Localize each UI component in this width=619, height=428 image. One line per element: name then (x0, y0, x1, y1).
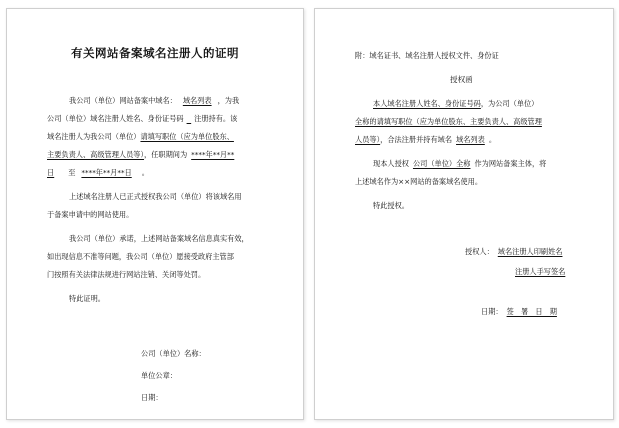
auth-paragraph-1-line-1: 本人域名注册人姓名、身份证号码，为公司（单位） (373, 99, 539, 108)
paragraph-1-line-5: 日 至 ****年**月**日 。 (47, 168, 149, 177)
closing-statement: 特此证明。 (69, 294, 105, 303)
document-page-right (314, 8, 614, 420)
authorizer-line-1: 授权人： 域名注册人印刷姓名 (465, 247, 566, 257)
authorization-title: 授权函 (450, 75, 473, 84)
auth-paragraph-1-line-2 (355, 117, 542, 127)
auth-closing-statement: 特此授权。 (373, 201, 409, 210)
certificate-title: 有关网站备案域名注册人的证明 (71, 46, 239, 60)
paragraph-1-line-4: 主要负责人、高级管理人员等），任职期间为 ****年**月** (47, 150, 238, 160)
paragraph-3-line-2: 如出现信息不准等问题，我公司（单位）愿接受政府主管部 (47, 252, 234, 261)
authorizer-printed-name-blank: 域名注册人印刷姓名 (497, 247, 563, 256)
paragraph-3-line-3: 门按照有关法律法规进行网站注销、关闭等处罚。 (47, 270, 206, 279)
registrant-name-blank: 本人域名注册人姓名、身份证号码 (373, 99, 481, 108)
auth-paragraph-2-line-1: 现本人授权 公司（单位）全称 作为网站备案主体，将 (373, 159, 547, 168)
position-blank: 请填写职位（应为单位股东、 (140, 132, 234, 141)
paragraph-3-line-1: 我公司（单位）承诺，上述网站备案域名信息真实有效， (69, 234, 249, 243)
document-page-left (6, 8, 304, 420)
paragraph-2-line-1: 上述域名注册人已正式授权我公司（单位）将该域名用 (69, 192, 242, 201)
term-start-blank: ****年**月** (191, 150, 235, 159)
company-position-blank: 全称的请填写职位（应为单位股东、主要负责人、高级管理 (355, 117, 542, 126)
auth-domain-list-blank: 域名列表 (456, 135, 485, 144)
paragraph-2-line-2: 于备案申请中的网站使用。 (47, 210, 134, 219)
authorizer-signature-blank: 注册人手写签名 (515, 267, 566, 276)
position-blank-cont: 主要负责人、高级管理人员等） (47, 150, 145, 159)
authorizer-line-2 (513, 267, 567, 277)
term-end-blank: ****年**月**日 (81, 168, 132, 177)
auth-paragraph-1-line-3: 人员等），合法注册并持有域名 域名列表 。 (355, 135, 497, 144)
paragraph-1-line-1: 我公司（单位）网站备案中域名： 域名列表 ，为我 (69, 96, 240, 105)
company-seal-label: 单位公章： (141, 371, 177, 380)
paragraph-1-line-2: 公司（单位）域名注册人姓名、身份证号码 注册持有。该 (47, 114, 238, 123)
company-fullname-blank: 公司（单位）全称 (412, 159, 471, 168)
date-label: 日期： (141, 393, 163, 402)
auth-date-line: 日期： 签 署 日 期 (481, 307, 561, 317)
domain-list-blank: 域名列表 (182, 96, 212, 105)
company-name-label: 公司（单位）名称： (141, 349, 206, 358)
paragraph-1-line-3: 域名注册人为我公司（单位）请填写职位（应为单位股东、 (47, 132, 234, 141)
attachment-note: 附：域名证书、域名注册人授权文件、身份证 (355, 51, 499, 60)
sign-date-blank: 签 署 日 期 (506, 307, 557, 316)
auth-paragraph-2-line-2: 上述域名作为××网站的备案域名使用。 (355, 177, 483, 186)
